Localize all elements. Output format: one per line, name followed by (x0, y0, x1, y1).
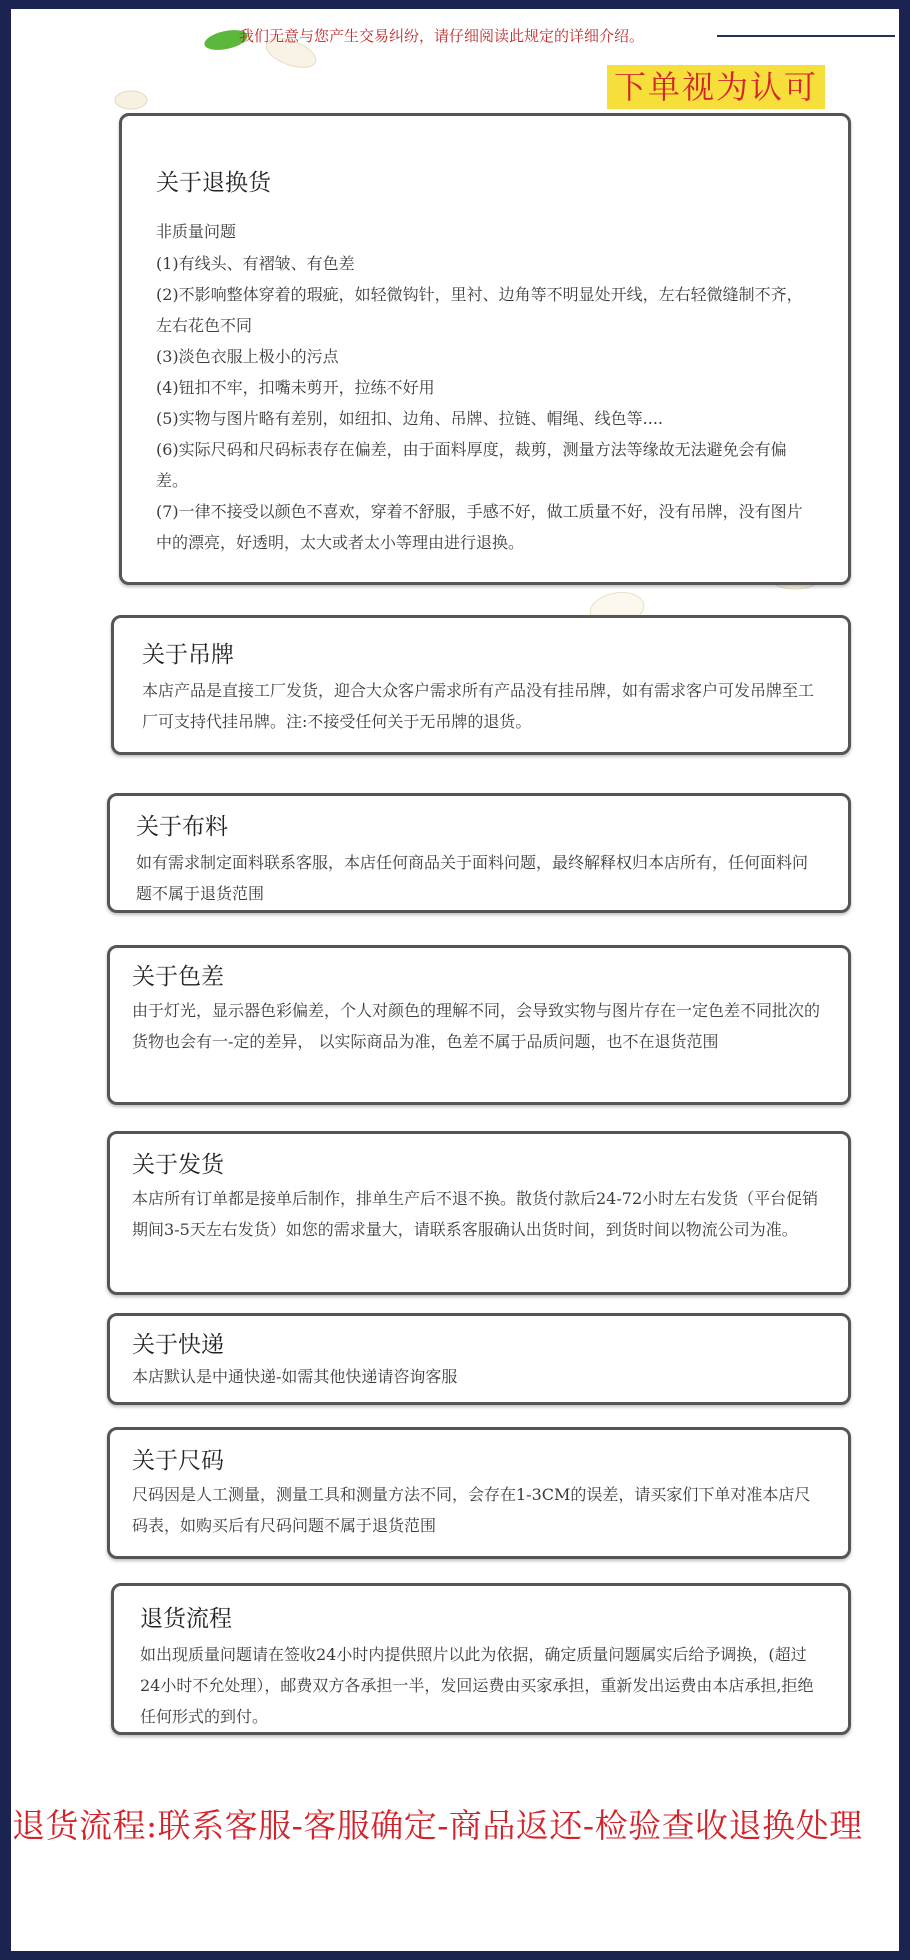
policy-sheet (11, 9, 899, 1951)
notice-text: 我们无意与您产生交易纠纷，请仔细阅读此规定的详细介绍。 (239, 27, 645, 45)
return-flow-banner: 退货流程:联系客服-客服确定-商品返还-检验查收退换处理 (12, 1806, 863, 1845)
section-subtitle: 非质量问题 (156, 222, 237, 241)
list-item: (6)实际尺码和尺码标表存在偏差，由于面料厚度，裁剪，测量方法等缘故无法避免会有偏差。 (156, 440, 787, 490)
section-title: 关于退换货 (156, 170, 271, 196)
list-item: (4)钮扣不牢，扣嘴未剪开，拉练不好用 (156, 378, 435, 397)
size-card (107, 1427, 851, 1559)
section-body: 本店默认是中通快递-如需其他快递请咨询客服 (132, 1367, 458, 1386)
section-title: 关于布料 (136, 814, 228, 840)
section-title: 关于快递 (132, 1332, 224, 1358)
notice-divider (717, 35, 895, 37)
section-title: 关于尺码 (132, 1448, 224, 1474)
section-body: 如出现质量问题请在签收24小时内提供照片以此为依据，确定质量问题属实后给予调换，(超过24小时不允处理），邮费双方各承担一半，发回运费由买家承担，重新发出运费由本店承担,拒绝任何形式的到付。 (140, 1645, 814, 1726)
section-title: 关于色差 (132, 964, 224, 990)
section-body: 本店所有订单都是接单后制作，排单生产后不退不换。散货付款后24-72小时左右发货（平台促销期间3-5天左右发货）如您的需求量大，请联系客服确认出货时间，到货时间以物流公司为准。 (132, 1189, 819, 1239)
list-item: (1)有线头、有褶皱、有色差 (156, 254, 355, 273)
shipping-card (107, 1131, 851, 1295)
section-body: 本店产品是直接工厂发货，迎合大众客户需求所有产品没有挂吊牌，如有需求客户可发吊牌至工厂可支持代挂吊牌。注:不接受任何关于无吊牌的退货。 (142, 681, 815, 731)
tag-card (111, 615, 851, 755)
section-title: 关于吊牌 (142, 642, 234, 668)
express-card (107, 1313, 851, 1405)
list-item: (3)淡色衣服上极小的污点 (156, 347, 339, 366)
color-difference-card (107, 945, 851, 1105)
list-item: (5)实物与图片略有差别，如纽扣、边角、吊牌、拉链、帽绳、线色等.... (156, 409, 664, 428)
petal-icon (111, 85, 151, 115)
section-body: 尺码因是人工测量，测量工具和测量方法不同，会存在1-3CM的误差，请买家们下单对准本店尺码表，如购买后有尺码问题不属于退货范围 (132, 1485, 811, 1535)
section-title: 退货流程 (140, 1606, 232, 1632)
return-process-card (111, 1583, 851, 1735)
list-item: (7)一律不接受以颜色不喜欢，穿着不舒服，手感不好，做工质量不好，没有吊牌，没有图片中的漂亮，好透明，太大或者太小等理由进行退换。 (156, 502, 803, 552)
fabric-card (107, 793, 851, 913)
confirm-badge: 下单视为认可 (607, 65, 825, 109)
section-title: 关于发货 (132, 1152, 224, 1178)
return-policy-card (119, 113, 851, 585)
section-body: 由于灯光，显示器色彩偏差，个人对颜色的理解不同，会导致实物与图片存在一定色差不同批次的货物也会有一-定的差异， 以实际商品为准，色差不属于品质问题，也不在退货范围 (132, 1001, 821, 1051)
section-body: 如有需求制定面料联系客服，本店任何商品关于面料问题，最终解释权归本店所有，任何面料问题不属于退货范围 (136, 853, 809, 903)
list-item: (2)不影响整体穿着的瑕疵，如轻微钩针，里衬、边角等不明显处开线，左右轻微缝制不齐，左右花色不同 (156, 285, 803, 335)
